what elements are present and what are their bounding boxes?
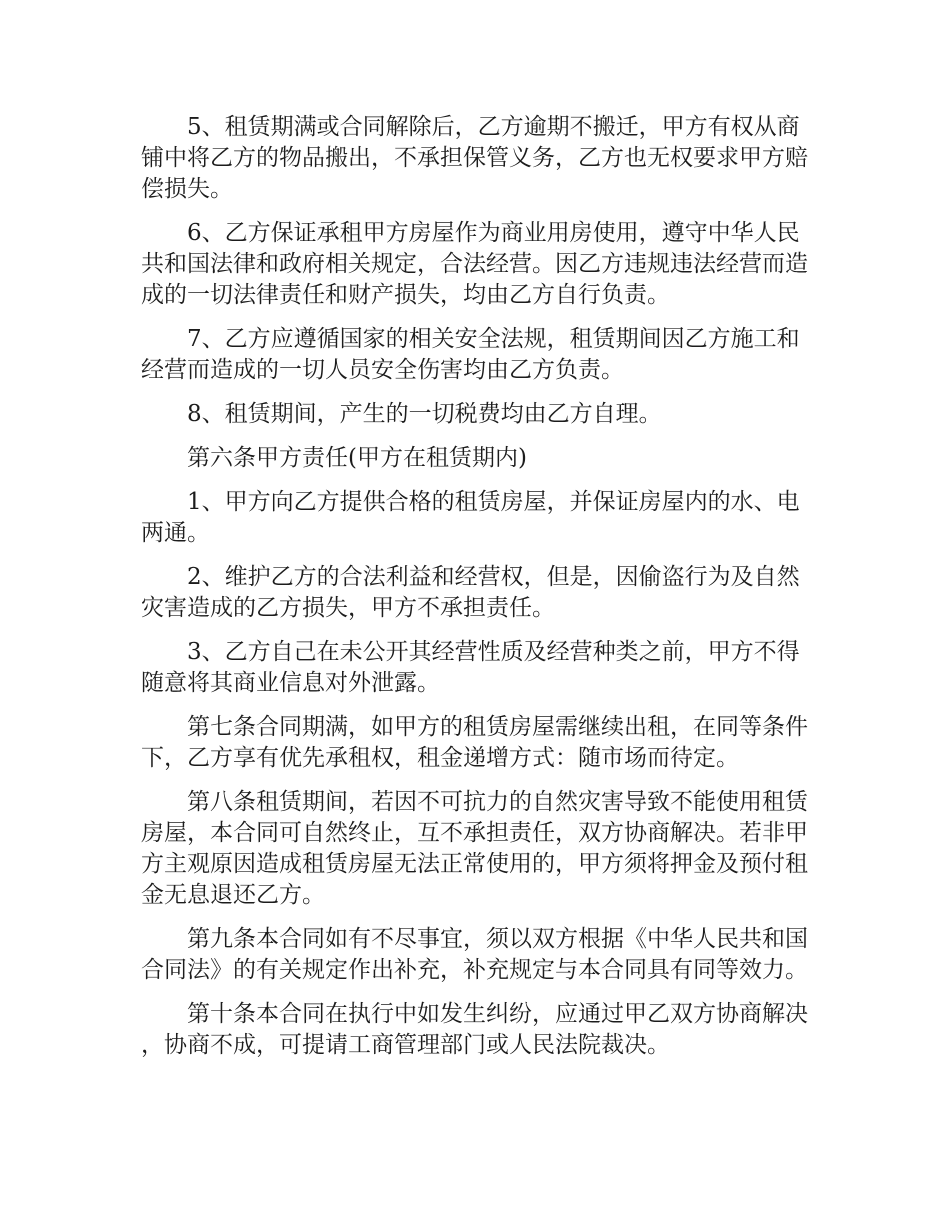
clause-8-taxes: 8、租赁期间，产生的一切税费均由乙方自理。 [187, 401, 662, 427]
clause-6-commercial-use: 6、乙方保证承租甲方房屋作为商业用房使用，遵守中华人民共和国法律和政府相关规定，合法经营。因乙方违规违法经营而造成的一切法律责任和财产损失，均由乙方自行负责。 [141, 220, 808, 308]
clause-5-eviction: 5、租赁期满或合同解除后，乙方逾期不搬迁，甲方有权从商铺中将乙方的物品搬出，不承担保管义务，乙方也无权要求甲方赔偿损失。 [141, 114, 808, 202]
document-page [141, 112, 813, 1074]
clause-1-qualified-premises: 1、甲方向乙方提供合格的租赁房屋，并保证房屋内的水、电两通。 [141, 489, 800, 546]
article-6-heading: 第六条甲方责任(甲方在租赁期内) [187, 445, 527, 471]
clause-2-rights: 2、维护乙方的合法利益和经营权，但是，因偷盗行为及自然灾害造成的乙方损失，甲方不承担责任。 [141, 564, 800, 621]
article-8-force-majeure: 第八条租赁期间，若因不可抗力的自然灾害导致不能使用租赁房屋，本合同可自然终止，互不承担责任，双方协商解决。若非甲方主观原因造成租赁房屋无法正常使用的，甲方须将押金及预付租金无息退还乙方。 [141, 789, 808, 908]
article-9-supplement: 第九条本合同如有不尽事宜，须以双方根据《中华人民共和国合同法》的有关规定作出补充，补充规定与本合同具有同等效力。 [141, 926, 808, 983]
article-10-disputes: 第十条本合同在执行中如发生纠纷，应通过甲乙双方协商解决，协商不成，可提请工商管理部门或人民法院裁决。 [141, 1001, 808, 1058]
article-7-renewal: 第七条合同期满，如甲方的租赁房屋需继续出租，在同等条件下，乙方享有优先承租权，租金递增方式：随市场而待定。 [141, 714, 808, 771]
clause-7-safety: 7、乙方应遵循国家的相关安全法规，租赁期间因乙方施工和经营而造成的一切人员安全伤害均由乙方负责。 [141, 326, 800, 383]
clause-3-confidentiality: 3、乙方自己在未公开其经营性质及经营种类之前，甲方不得随意将其商业信息对外泄露。 [141, 639, 800, 696]
